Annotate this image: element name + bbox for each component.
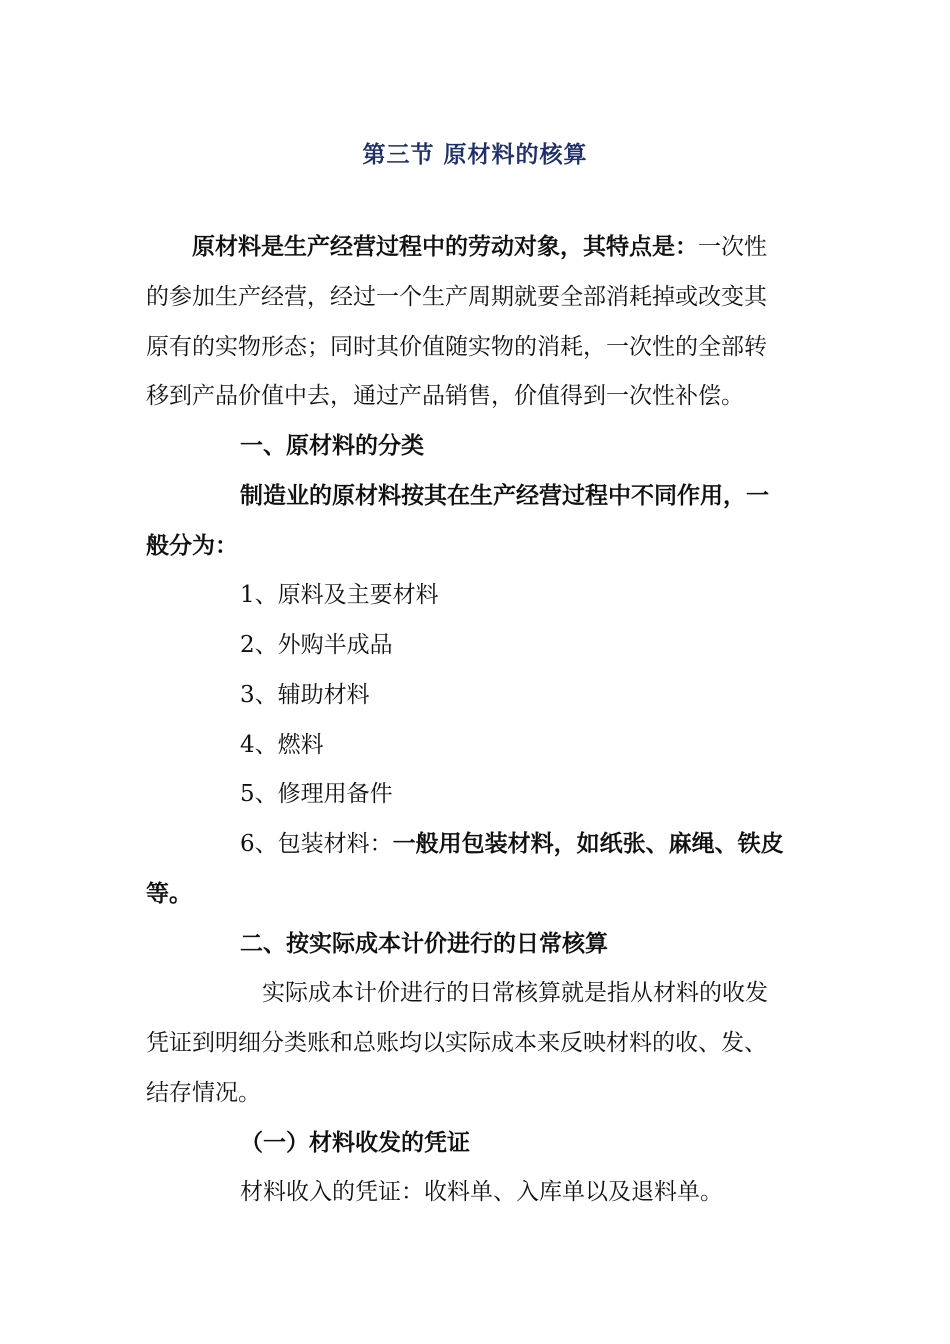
section-2-heading: 二、按实际成本计价进行的日常核算 (240, 930, 608, 957)
list-item: 1、原料及主要材料 (240, 582, 439, 608)
subsection-1-text: 材料收入的凭证：收料单、入库单以及退料单。 (240, 1179, 723, 1205)
list-item-6 (240, 829, 784, 859)
page-title: 第三节 原材料的核算 (362, 141, 588, 168)
intro-line-3: 原有的实物形态；同时其价值随实物的消耗，一次性的全部转 (146, 334, 767, 360)
list-item-6-bold: 一般用包装材料，如纸张、麻绳、铁皮 (392, 830, 784, 857)
list-item: 2、外购半成品 (240, 632, 393, 658)
section-1-text-line-2: 般分为： (146, 532, 238, 559)
list-item-6-continuation: 等。 (146, 880, 192, 907)
intro-line-4: 移到产品价值中去，通过产品销售，价值得到一次性补偿。 (146, 383, 744, 409)
intro-line-1 (192, 232, 767, 262)
section-2-line-3: 结存情况。 (146, 1080, 261, 1106)
list-item: 4、燃料 (240, 732, 324, 758)
subsection-1-heading: （一）材料收发的凭证 (240, 1129, 470, 1156)
intro-bold-text: 原材料是生产经营过程中的劳动对象，其特点是： (192, 233, 698, 260)
section-2-line-2: 凭证到明细分类账和总账均以实际成本来反映材料的收、发、 (146, 1030, 767, 1056)
list-item-6-label: 6、包装材料： (240, 831, 393, 857)
intro-line-1-rest: 一次性 (698, 234, 767, 260)
section-1-heading: 一、原材料的分类 (240, 432, 424, 459)
list-item: 3、辅助材料 (240, 682, 370, 708)
section-2-line-1: 实际成本计价进行的日常核算就是指从材料的收发 (262, 980, 768, 1006)
list-item: 5、修理用备件 (240, 781, 393, 807)
intro-line-2: 的参加生产经营，经过一个生产周期就要全部消耗掉或改变其 (146, 284, 767, 310)
section-1-text-line-1: 制造业的原材料按其在生产经营过程中不同作用，一 (240, 482, 769, 509)
